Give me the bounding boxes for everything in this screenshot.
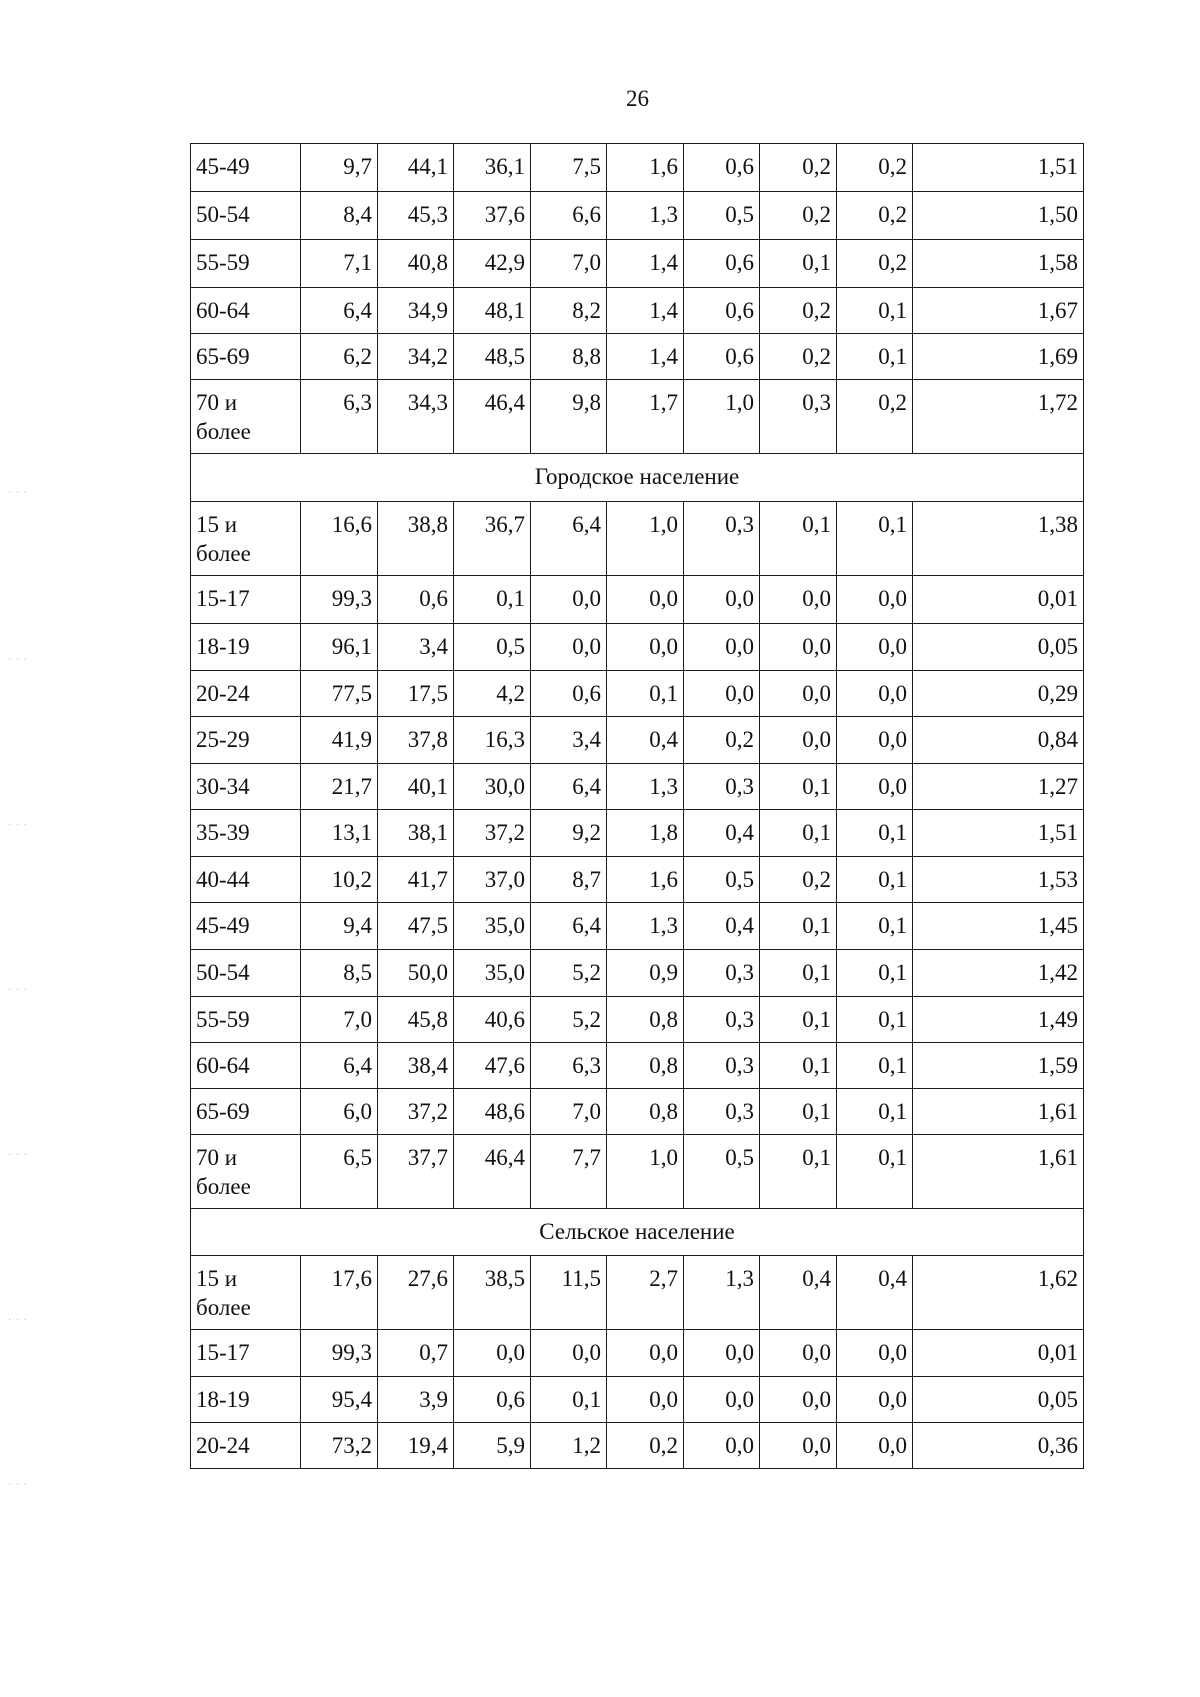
value-cell: 1,51 (913, 810, 1084, 857)
value-cell: 0,3 (684, 1089, 760, 1135)
table-row (191, 502, 1084, 576)
value-cell: 45,3 (378, 192, 454, 240)
value-cell: 0,2 (760, 334, 837, 380)
age-group-cell: 55-59 (191, 997, 301, 1043)
value-cell: 0,0 (760, 717, 837, 764)
value-cell: 7,1 (301, 240, 378, 288)
value-cell: 19,4 (378, 1423, 454, 1469)
value-cell: 0,1 (837, 1135, 913, 1209)
value-cell: 21,7 (301, 764, 378, 810)
value-cell: 0,6 (684, 240, 760, 288)
value-cell: 0,1 (760, 1089, 837, 1135)
value-cell: 6,0 (301, 1089, 378, 1135)
value-cell: 6,4 (301, 288, 378, 334)
table-row (191, 857, 1084, 903)
value-cell: 13,1 (301, 810, 378, 857)
value-cell: 0,8 (607, 1043, 684, 1089)
age-group-cell: 50-54 (191, 950, 301, 997)
value-cell: 3,4 (531, 717, 607, 764)
value-cell: 27,6 (378, 1256, 454, 1330)
value-cell: 1,42 (913, 950, 1084, 997)
table-row (191, 144, 1084, 192)
value-cell: 0,1 (837, 1089, 913, 1135)
value-cell: 0,01 (913, 1330, 1084, 1377)
value-cell: 1,49 (913, 997, 1084, 1043)
age-group-cell: 65-69 (191, 334, 301, 380)
value-cell: 0,0 (684, 1377, 760, 1423)
value-cell: 0,0 (607, 576, 684, 624)
statistics-table (190, 143, 1084, 1469)
value-cell: 34,2 (378, 334, 454, 380)
value-cell: 0,3 (684, 997, 760, 1043)
age-group-cell: 18-19 (191, 1377, 301, 1423)
value-cell: 1,50 (913, 192, 1084, 240)
value-cell: 0,0 (760, 671, 837, 717)
value-cell: 1,4 (607, 240, 684, 288)
value-cell: 0,0 (607, 1377, 684, 1423)
value-cell: 6,4 (531, 764, 607, 810)
value-cell: 0,0 (837, 717, 913, 764)
value-cell: 0,1 (454, 576, 531, 624)
table-row (191, 997, 1084, 1043)
value-cell: 0,2 (837, 240, 913, 288)
value-cell: 1,2 (531, 1423, 607, 1469)
value-cell: 46,4 (454, 380, 531, 454)
age-group-cell: 60-64 (191, 1043, 301, 1089)
value-cell: 40,1 (378, 764, 454, 810)
value-cell: 38,1 (378, 810, 454, 857)
value-cell: 0,1 (760, 502, 837, 576)
value-cell: 0,1 (760, 1135, 837, 1209)
value-cell: 0,1 (607, 671, 684, 717)
value-cell: 47,5 (378, 903, 454, 950)
value-cell: 96,1 (301, 624, 378, 671)
value-cell: 77,5 (301, 671, 378, 717)
value-cell: 5,9 (454, 1423, 531, 1469)
table-row (191, 764, 1084, 810)
value-cell: 0,01 (913, 576, 1084, 624)
value-cell: 0,3 (760, 380, 837, 454)
value-cell: 48,1 (454, 288, 531, 334)
value-cell: 0,2 (837, 192, 913, 240)
value-cell: 6,2 (301, 334, 378, 380)
value-cell: 0,6 (454, 1377, 531, 1423)
value-cell: 1,8 (607, 810, 684, 857)
value-cell: 10,2 (301, 857, 378, 903)
value-cell: 41,9 (301, 717, 378, 764)
value-cell: 0,2 (607, 1423, 684, 1469)
value-cell: 6,4 (531, 903, 607, 950)
table-row (191, 950, 1084, 997)
value-cell: 1,61 (913, 1089, 1084, 1135)
value-cell: 6,6 (531, 192, 607, 240)
value-cell: 1,59 (913, 1043, 1084, 1089)
table-row (191, 810, 1084, 857)
value-cell: 0,6 (378, 576, 454, 624)
value-cell: 0,1 (837, 903, 913, 950)
value-cell: 1,3 (607, 764, 684, 810)
section-heading: Городское население (191, 454, 1084, 502)
value-cell: 1,61 (913, 1135, 1084, 1209)
value-cell: 0,5 (684, 857, 760, 903)
table-row (191, 717, 1084, 764)
age-group-cell: 35-39 (191, 810, 301, 857)
value-cell: 0,8 (607, 1089, 684, 1135)
value-cell: 5,2 (531, 997, 607, 1043)
value-cell: 0,2 (760, 288, 837, 334)
value-cell: 0,3 (684, 764, 760, 810)
age-group-cell: 25-29 (191, 717, 301, 764)
value-cell: 17,5 (378, 671, 454, 717)
table-row (191, 380, 1084, 454)
value-cell: 0,1 (837, 857, 913, 903)
value-cell: 0,0 (760, 1330, 837, 1377)
value-cell: 50,0 (378, 950, 454, 997)
age-group-cell: 70 и более (191, 1135, 301, 1209)
value-cell: 99,3 (301, 576, 378, 624)
value-cell: 6,4 (301, 1043, 378, 1089)
value-cell: 37,8 (378, 717, 454, 764)
value-cell: 1,51 (913, 144, 1084, 192)
table-row (191, 240, 1084, 288)
value-cell: 38,8 (378, 502, 454, 576)
value-cell: 73,2 (301, 1423, 378, 1469)
value-cell: 34,3 (378, 380, 454, 454)
value-cell: 7,7 (531, 1135, 607, 1209)
value-cell: 47,6 (454, 1043, 531, 1089)
value-cell: 17,6 (301, 1256, 378, 1330)
value-cell: 0,3 (684, 502, 760, 576)
age-group-cell: 45-49 (191, 144, 301, 192)
value-cell: 0,3 (684, 950, 760, 997)
value-cell: 40,6 (454, 997, 531, 1043)
value-cell: 0,1 (837, 997, 913, 1043)
value-cell: 0,0 (760, 1377, 837, 1423)
value-cell: 6,5 (301, 1135, 378, 1209)
value-cell: 0,1 (760, 810, 837, 857)
value-cell: 7,0 (531, 240, 607, 288)
value-cell: 3,9 (378, 1377, 454, 1423)
value-cell: 0,0 (837, 1330, 913, 1377)
value-cell: 8,2 (531, 288, 607, 334)
age-group-cell: 20-24 (191, 1423, 301, 1469)
value-cell: 0,0 (837, 1423, 913, 1469)
value-cell: 1,0 (684, 380, 760, 454)
table-row (191, 576, 1084, 624)
value-cell: 99,3 (301, 1330, 378, 1377)
value-cell: 0,1 (760, 764, 837, 810)
value-cell: 37,7 (378, 1135, 454, 1209)
value-cell: 1,0 (607, 502, 684, 576)
age-group-cell: 15 и более (191, 1256, 301, 1330)
table-body (191, 144, 1084, 1469)
value-cell: 0,1 (837, 810, 913, 857)
value-cell: 0,0 (760, 576, 837, 624)
value-cell: 0,4 (607, 717, 684, 764)
value-cell: 9,2 (531, 810, 607, 857)
value-cell: 37,2 (454, 810, 531, 857)
value-cell: 0,2 (684, 717, 760, 764)
value-cell: 40,8 (378, 240, 454, 288)
value-cell: 48,5 (454, 334, 531, 380)
value-cell: 0,1 (837, 334, 913, 380)
value-cell: 0,0 (531, 576, 607, 624)
value-cell: 9,4 (301, 903, 378, 950)
value-cell: 0,0 (837, 1377, 913, 1423)
age-group-cell: 65-69 (191, 1089, 301, 1135)
value-cell: 0,0 (760, 1423, 837, 1469)
value-cell: 1,53 (913, 857, 1084, 903)
value-cell: 38,4 (378, 1043, 454, 1089)
value-cell: 8,8 (531, 334, 607, 380)
value-cell: 0,5 (684, 1135, 760, 1209)
age-group-cell: 30-34 (191, 764, 301, 810)
value-cell: 1,27 (913, 764, 1084, 810)
value-cell: 1,4 (607, 334, 684, 380)
value-cell: 0,1 (837, 950, 913, 997)
value-cell: 0,1 (760, 1043, 837, 1089)
value-cell: 1,72 (913, 380, 1084, 454)
table-row (191, 1256, 1084, 1330)
value-cell: 0,05 (913, 624, 1084, 671)
value-cell: 0,0 (684, 1423, 760, 1469)
value-cell: 16,3 (454, 717, 531, 764)
value-cell: 37,6 (454, 192, 531, 240)
value-cell: 1,58 (913, 240, 1084, 288)
value-cell: 16,6 (301, 502, 378, 576)
value-cell: 0,0 (760, 624, 837, 671)
age-group-cell: 40-44 (191, 857, 301, 903)
value-cell: 0,2 (837, 144, 913, 192)
value-cell: 1,3 (607, 903, 684, 950)
value-cell: 0,0 (837, 671, 913, 717)
value-cell: 0,05 (913, 1377, 1084, 1423)
age-group-cell: 15 и более (191, 502, 301, 576)
value-cell: 0,0 (684, 624, 760, 671)
value-cell: 7,5 (531, 144, 607, 192)
value-cell: 1,3 (607, 192, 684, 240)
value-cell: 0,1 (760, 950, 837, 997)
value-cell: 0,0 (837, 764, 913, 810)
value-cell: 0,0 (531, 1330, 607, 1377)
value-cell: 11,5 (531, 1256, 607, 1330)
section-heading-row (191, 454, 1084, 502)
section-heading: Сельское население (191, 1209, 1084, 1256)
table-row (191, 903, 1084, 950)
table-row (191, 1377, 1084, 1423)
value-cell: 45,8 (378, 997, 454, 1043)
table-row (191, 192, 1084, 240)
table-row (191, 1043, 1084, 1089)
value-cell: 1,0 (607, 1135, 684, 1209)
scan-margin-marks: · · · · · · · · · · · · · · · · · · · · · (8, 488, 28, 1491)
value-cell: 37,2 (378, 1089, 454, 1135)
value-cell: 0,9 (607, 950, 684, 997)
value-cell: 0,5 (454, 624, 531, 671)
value-cell: 1,4 (607, 288, 684, 334)
value-cell: 0,6 (684, 144, 760, 192)
value-cell: 1,67 (913, 288, 1084, 334)
age-group-cell: 50-54 (191, 192, 301, 240)
value-cell: 37,0 (454, 857, 531, 903)
value-cell: 0,0 (607, 624, 684, 671)
table-row (191, 1135, 1084, 1209)
value-cell: 7,0 (301, 997, 378, 1043)
value-cell: 0,29 (913, 671, 1084, 717)
value-cell: 0,4 (684, 810, 760, 857)
value-cell: 0,1 (760, 903, 837, 950)
value-cell: 0,2 (837, 380, 913, 454)
value-cell: 35,0 (454, 950, 531, 997)
value-cell: 0,1 (760, 240, 837, 288)
value-cell: 0,2 (760, 144, 837, 192)
value-cell: 42,9 (454, 240, 531, 288)
value-cell: 0,1 (837, 1043, 913, 1089)
age-group-cell: 15-17 (191, 1330, 301, 1377)
value-cell: 95,4 (301, 1377, 378, 1423)
value-cell: 1,69 (913, 334, 1084, 380)
value-cell: 46,4 (454, 1135, 531, 1209)
value-cell: 8,7 (531, 857, 607, 903)
value-cell: 0,4 (760, 1256, 837, 1330)
value-cell: 41,7 (378, 857, 454, 903)
value-cell: 30,0 (454, 764, 531, 810)
value-cell: 0,6 (684, 334, 760, 380)
value-cell: 9,7 (301, 144, 378, 192)
table-row (191, 334, 1084, 380)
value-cell: 9,8 (531, 380, 607, 454)
value-cell: 0,0 (684, 576, 760, 624)
value-cell: 5,2 (531, 950, 607, 997)
value-cell: 6,4 (531, 502, 607, 576)
age-group-cell: 45-49 (191, 903, 301, 950)
value-cell: 1,6 (607, 857, 684, 903)
table-row (191, 1089, 1084, 1135)
table-row (191, 1423, 1084, 1469)
value-cell: 0,1 (760, 997, 837, 1043)
age-group-cell: 55-59 (191, 240, 301, 288)
value-cell: 0,3 (684, 1043, 760, 1089)
value-cell: 1,45 (913, 903, 1084, 950)
value-cell: 0,5 (684, 192, 760, 240)
value-cell: 0,0 (684, 1330, 760, 1377)
value-cell: 3,4 (378, 624, 454, 671)
value-cell: 34,9 (378, 288, 454, 334)
value-cell: 0,6 (684, 288, 760, 334)
value-cell: 1,7 (607, 380, 684, 454)
age-group-cell: 70 и более (191, 380, 301, 454)
table-row (191, 1330, 1084, 1377)
value-cell: 0,1 (531, 1377, 607, 1423)
value-cell: 6,3 (301, 380, 378, 454)
value-cell: 38,5 (454, 1256, 531, 1330)
page-number: 26 (626, 86, 649, 111)
value-cell: 0,7 (378, 1330, 454, 1377)
value-cell: 0,1 (837, 502, 913, 576)
value-cell: 1,38 (913, 502, 1084, 576)
value-cell: 44,1 (378, 144, 454, 192)
value-cell: 0,84 (913, 717, 1084, 764)
value-cell: 36,1 (454, 144, 531, 192)
value-cell: 4,2 (454, 671, 531, 717)
value-cell: 0,0 (454, 1330, 531, 1377)
table-row (191, 671, 1084, 717)
value-cell: 0,0 (531, 624, 607, 671)
value-cell: 7,0 (531, 1089, 607, 1135)
value-cell: 1,3 (684, 1256, 760, 1330)
value-cell: 1,62 (913, 1256, 1084, 1330)
age-group-cell: 15-17 (191, 576, 301, 624)
value-cell: 0,0 (837, 576, 913, 624)
value-cell: 0,0 (684, 671, 760, 717)
value-cell: 0,8 (607, 997, 684, 1043)
value-cell: 0,1 (837, 288, 913, 334)
value-cell: 0,0 (837, 624, 913, 671)
age-group-cell: 18-19 (191, 624, 301, 671)
value-cell: 0,4 (684, 903, 760, 950)
value-cell: 2,7 (607, 1256, 684, 1330)
value-cell: 35,0 (454, 903, 531, 950)
age-group-cell: 60-64 (191, 288, 301, 334)
value-cell: 0,2 (760, 192, 837, 240)
value-cell: 1,6 (607, 144, 684, 192)
value-cell: 48,6 (454, 1089, 531, 1135)
table-row (191, 288, 1084, 334)
value-cell: 0,6 (531, 671, 607, 717)
value-cell: 8,4 (301, 192, 378, 240)
value-cell: 0,0 (607, 1330, 684, 1377)
value-cell: 0,36 (913, 1423, 1084, 1469)
value-cell: 6,3 (531, 1043, 607, 1089)
value-cell: 36,7 (454, 502, 531, 576)
section-heading-row (191, 1209, 1084, 1256)
value-cell: 0,4 (837, 1256, 913, 1330)
value-cell: 0,2 (760, 857, 837, 903)
age-group-cell: 20-24 (191, 671, 301, 717)
value-cell: 8,5 (301, 950, 378, 997)
table-row (191, 624, 1084, 671)
